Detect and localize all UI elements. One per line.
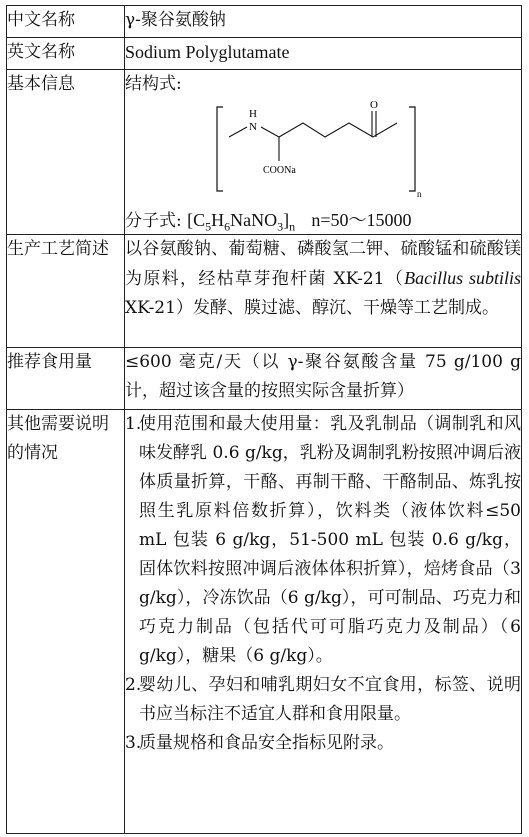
carboxylate-group: COONa xyxy=(263,165,296,176)
note-item xyxy=(125,410,521,671)
label-chinese-name: 中文名称 xyxy=(7,6,125,38)
notes-list xyxy=(125,410,521,758)
process-text-before: 以谷氨酸钠、葡萄糖、磷酸氢二钾、硫酸锰和硫酸镁为原料，经枯草芽孢杆菌 XK-21（ xyxy=(125,239,521,289)
note-number: 3. xyxy=(125,733,142,753)
label-dosage: 推荐食用量 xyxy=(7,348,125,410)
note-text: 使用范围和最大使用量：乳及乳制品（调制乳和风味发酵乳 0.6 g/kg，乳粉及调制乳粉按照冲调后液体质量折算，干酪、再制干酪、干酪制品、炼乳按照生乳原料倍数折算），饮料类（液体饮料≤50 mL 包装 6 g/kg，51-500 mL 包装 0.6 g/kg，固体饮料按照冲调后液体体积折算），焙烤食品（3 g/kg），冷冻饮品（6 g/kg），可可制品、巧克力和巧克力制品（包括代可可脂巧克力及制品）（6 g/kg），糖果（6 g/kg）。 xyxy=(139,414,521,666)
label-process: 生产工艺简述 xyxy=(7,235,125,348)
value-chinese-name: γ-聚谷氨酸钠 xyxy=(125,6,522,38)
process-text-after: XK-21）发酵、膜过滤、醇沉、干燥等工艺制成。 xyxy=(125,298,499,318)
repeat-subscript: n xyxy=(417,189,422,199)
note-text: 质量规格和食品安全指标见附录。 xyxy=(139,733,394,753)
note-item xyxy=(125,729,521,758)
note-text: 婴幼儿、孕妇和哺乳期妇女不宜食用，标签、说明书应当标注不适宜人群和食用限量。 xyxy=(139,675,521,724)
value-process xyxy=(125,235,522,348)
process-species: Bacillus subtilis xyxy=(404,268,521,288)
label-other: 其他需要说明的情况 xyxy=(7,410,125,834)
formula-suffix: n=50～15000 xyxy=(311,210,412,230)
info-table xyxy=(6,5,522,834)
formula-sub: 5 xyxy=(205,219,212,234)
formula-sub: 3 xyxy=(277,219,284,234)
formula-sub: n xyxy=(289,219,296,234)
note-number: 1. xyxy=(125,414,142,434)
nitrogen-atom: N xyxy=(249,121,257,133)
formula-sub: 6 xyxy=(224,219,231,234)
oxygen-atom: O xyxy=(370,99,378,111)
formula-body xyxy=(187,210,296,234)
value-dosage: ≤600 毫克/天（以 γ-聚谷氨酸含量 75 g/100 g 计，超过该含量的按照实际含量折算） xyxy=(125,348,522,410)
formula-part: ] xyxy=(283,210,290,230)
molecular-formula xyxy=(125,207,521,234)
row-english-name xyxy=(7,38,522,70)
value-other xyxy=(125,410,522,834)
row-chinese-name xyxy=(7,6,522,38)
row-other xyxy=(7,410,522,834)
structure-diagram xyxy=(213,99,433,203)
value-english-name: Sodium Polyglutamate xyxy=(125,38,522,70)
hydrogen-atom: H xyxy=(249,108,257,120)
note-number: 2. xyxy=(125,675,142,695)
row-dosage xyxy=(7,348,522,410)
structural-formula xyxy=(125,99,521,207)
formula-part: NaNO xyxy=(230,210,278,230)
structure-label: 结构式: xyxy=(125,74,182,94)
row-process xyxy=(7,235,522,348)
formula-prefix: 分子式: xyxy=(125,211,182,231)
note-item xyxy=(125,671,521,729)
row-basic-info xyxy=(7,70,522,235)
formula-part: H xyxy=(211,210,225,230)
value-basic-info xyxy=(125,70,522,235)
formula-part: [C xyxy=(187,210,206,230)
label-basic-info: 基本信息 xyxy=(7,70,125,235)
label-english-name: 英文名称 xyxy=(7,38,125,70)
